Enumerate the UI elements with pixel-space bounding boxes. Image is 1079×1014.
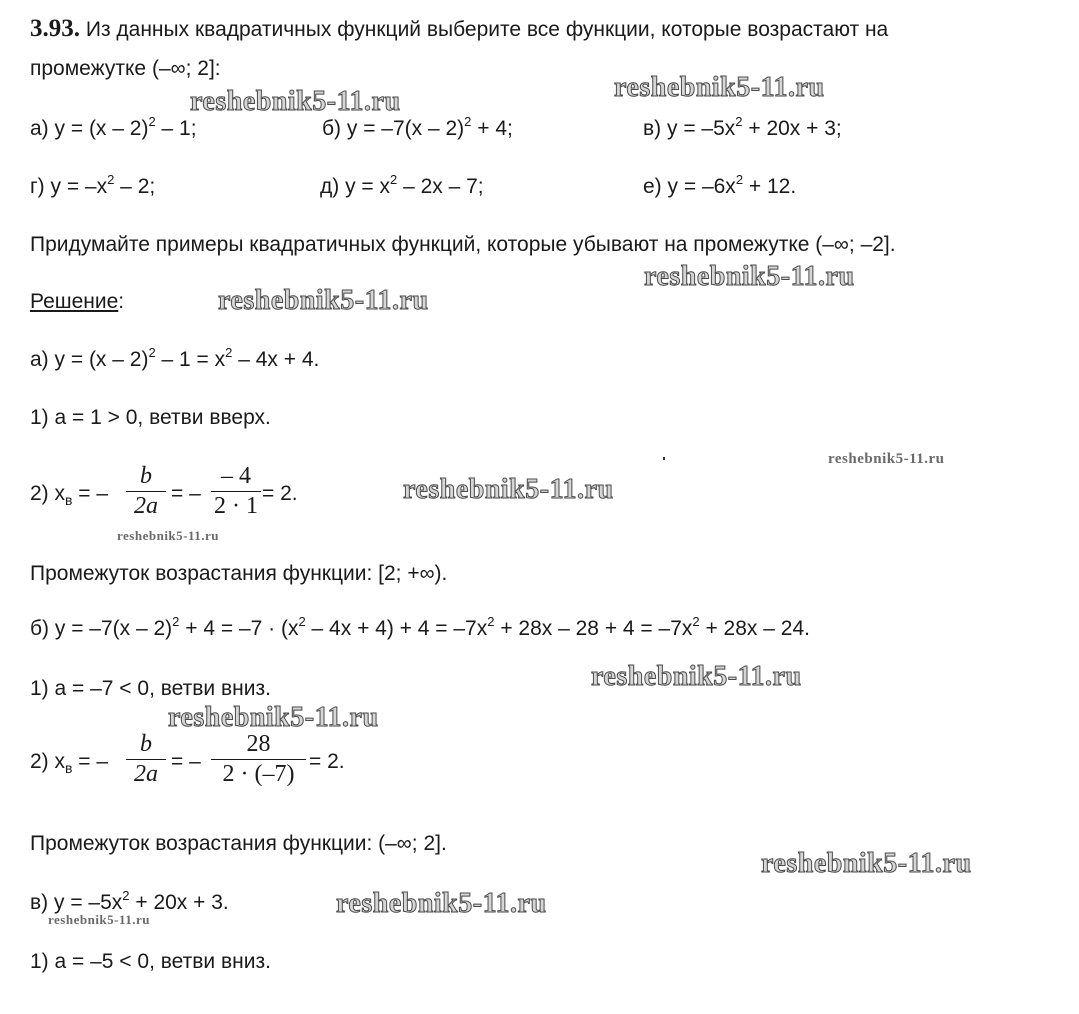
- fraction-28-over-2xm7: $\frac{28}{2 \cdot (-7)}$: [211, 730, 306, 789]
- solution-v-equation: в) $у = -5х^2 + 20х + 3$.: [30, 888, 229, 914]
- watermark: reshebnik5-11.ru: [403, 474, 614, 505]
- watermark-small: reshebnik5-11.ru: [48, 912, 151, 927]
- fraction-b-over-2a: $\frac{b}{2a}$: [126, 462, 166, 521]
- watermark-small: reshebnik5-11.ru: [117, 528, 220, 543]
- watermark: reshebnik5-11.ru: [336, 888, 547, 919]
- task-2-text: Придумайте примеры квадратичных функций, которые убывают на промежутке (–∞; –2].: [30, 233, 896, 256]
- option-b: б) у = –7(х – 2)$^2$ + 4;: [322, 114, 513, 140]
- solution-b-equation: б) $у = -7(х - 2)^2 + 4 = -7 \cdot (х^2 - 4х + 4) + 4 = -7х^2 + 28х - 28 + 4 = -7х^2 + 28х - 24$.: [30, 614, 810, 640]
- solution-a-step1: 1) а = 1 > 0, ветви вверх.: [30, 406, 271, 429]
- watermark-small: reshebnik5-11.ru: [828, 451, 945, 467]
- option-g: г) $у = -х^2 - 2$;: [30, 172, 156, 198]
- watermark: reshebnik5-11.ru: [591, 661, 802, 692]
- solution-a-equation: а) $у = (х - 2)^2 - 1 = х^2 - 4х + 4$.: [30, 345, 320, 371]
- watermark: reshebnik5-11.ru: [761, 848, 972, 879]
- watermark: reshebnik5-11.ru: [168, 702, 379, 733]
- problem-text-line2: промежутке (–∞; 2]:: [30, 57, 221, 80]
- option-e: е) $у = -6х^2 + 12$.: [643, 172, 797, 198]
- solution-b-step1: 1) а = –7 < 0, ветви вниз.: [30, 677, 271, 700]
- problem-text-line1: Из данных квадратичных функций выберите все функции, которые возрастают на: [85, 18, 889, 41]
- fraction-b-over-2a: $\frac{b}{2a}$: [126, 730, 166, 789]
- scan-artifact: [663, 457, 665, 460]
- solution-b-interval: Промежуток возрастания функции: (–∞; 2].: [30, 832, 447, 855]
- option-a: а) у = (х – 2)$^2$ – 1;: [30, 114, 197, 140]
- watermark: reshebnik5-11.ru: [614, 72, 825, 103]
- problem-number: 3.93.: [30, 15, 80, 42]
- fraction-minus4-over-2x1: $\frac{- 4}{2 \cdot 1}$: [211, 462, 261, 521]
- watermark: reshebnik5-11.ru: [644, 261, 855, 292]
- watermark: reshebnik5-11.ru: [190, 86, 401, 117]
- watermark: reshebnik5-11.ru: [218, 285, 429, 316]
- option-d: д) $у = х^2 - 2х - 7$;: [320, 172, 484, 198]
- problem-statement: [30, 15, 888, 44]
- solution-a-interval: Промежуток возрастания функции: [2; +∞).: [30, 562, 448, 585]
- solution-v-step1: 1) а = –5 < 0, ветви вниз.: [30, 950, 271, 973]
- option-v: в) $у = -5х^2 + 20х + 3$;: [643, 114, 842, 140]
- solution-heading: Решение:: [30, 290, 125, 313]
